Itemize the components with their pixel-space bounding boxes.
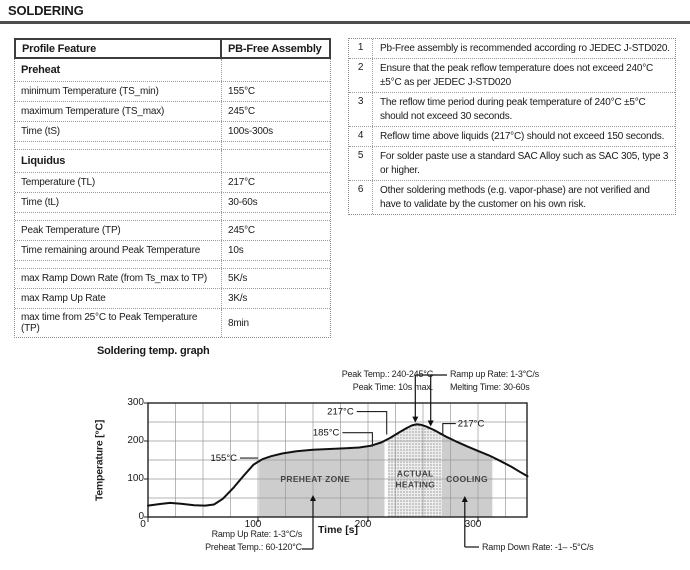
annotation-ramp-up-rate-top: Ramp up Rate: 1-3°C/s	[450, 369, 539, 379]
feature-cell: max Ramp Down Rate (from Ts_max to TP)	[15, 269, 222, 288]
profile-row	[15, 288, 330, 308]
svg-text:ACTUAL: ACTUAL	[396, 468, 434, 479]
feature-cell: max time from 25°C to Peak Temperature (TP)	[15, 309, 222, 337]
x-tick-label: 200	[354, 519, 372, 530]
feature-cell: minimum Temperature (TS_min)	[15, 82, 222, 101]
note-row	[349, 58, 675, 92]
feature-cell: max Ramp Up Rate	[15, 289, 222, 308]
profile-row	[15, 101, 330, 121]
note-text: For solder paste use a standard SAC Alloy such as SAC 305, type 3 or higher.	[380, 151, 669, 176]
note-row	[349, 126, 675, 146]
value-cell: 217°C	[228, 177, 255, 188]
value-cell: 30-60s	[228, 197, 258, 208]
annotation-ramp-up-rate-bottom: Ramp Up Rate: 1-3°C/s	[211, 529, 302, 539]
graph-title: Soldering temp. graph	[97, 345, 210, 357]
svg-text:HEATING: HEATING	[395, 479, 436, 490]
note-row	[349, 146, 675, 180]
value-cell: 8min	[228, 317, 249, 329]
note-text: Other soldering methods (e.g. vapor-phase) are not verified and have to validate by the customer on his own risk.	[380, 185, 650, 210]
soldering-notes-table	[348, 38, 676, 215]
temperature-profile-chart	[88, 365, 688, 569]
note-row	[349, 92, 675, 126]
value-cell	[222, 143, 330, 149]
feature-cell: Liquidus	[15, 150, 222, 172]
profile-table-header	[14, 38, 331, 59]
annotation-preheat-temp: Preheat Temp.: 60-120°C	[205, 542, 302, 552]
value-cell	[222, 67, 330, 73]
annotation-ramp-down	[482, 541, 593, 554]
svg-text:217°C: 217°C	[327, 406, 354, 418]
value-cell: 3K/s	[228, 293, 248, 304]
annotation-ramp-down-rate: Ramp Down Rate: -1– -5°C/s	[482, 542, 594, 552]
profile-row	[15, 149, 330, 172]
value-cell	[222, 262, 330, 268]
note-number: 2	[349, 59, 373, 92]
annotation-melting-time: Melting Time: 30-60s	[450, 382, 530, 392]
value-cell: 5K/s	[228, 273, 248, 284]
profile-spacer-row	[15, 260, 330, 268]
note-text: Reflow time above liquids (217°C) should not exceed 150 seconds.	[380, 131, 665, 142]
profile-row	[15, 192, 330, 212]
y-tick-label: 100	[127, 473, 144, 484]
feature-cell: Preheat	[15, 59, 222, 81]
x-tick-label: 100	[244, 519, 262, 530]
soldering-graph-section	[88, 345, 688, 569]
note-number: 1	[349, 39, 373, 58]
value-cell	[222, 214, 330, 220]
value-cell: 245°C	[228, 225, 255, 236]
value-cell	[222, 158, 330, 164]
x-tick-label: 300	[464, 519, 482, 530]
feature-cell: maximum Temperature (TS_max)	[15, 102, 222, 121]
chart-area	[88, 365, 688, 569]
value-cell: 155°C	[228, 86, 255, 97]
note-number: 4	[349, 127, 373, 146]
feature-cell: Temperature (TL)	[15, 173, 222, 192]
note-number: 6	[349, 181, 373, 214]
annotation-ramp-up-melting	[450, 368, 539, 394]
svg-text:185°C: 185°C	[312, 427, 340, 439]
value-cell: 100s-300s	[228, 126, 273, 137]
column-header-feature: Profile Feature	[16, 40, 222, 57]
profile-row	[15, 220, 330, 240]
feature-cell: Time (tS)	[15, 122, 222, 141]
svg-text:155°C: 155°C	[210, 453, 237, 465]
heading-rule	[0, 21, 690, 24]
y-axis-label: Temperature [°C]	[93, 419, 106, 502]
profile-row	[15, 240, 330, 260]
value-cell: 10s	[228, 245, 244, 256]
note-text: Pb-Free assembly is recommended according ro JEDEC J-STD020.	[380, 43, 670, 54]
profile-row	[15, 59, 330, 81]
svg-text:PREHEAT ZONE: PREHEAT ZONE	[280, 474, 350, 484]
column-header-assembly: PB-Free Assembly	[228, 43, 322, 55]
profile-feature-table	[14, 38, 331, 338]
profile-row	[15, 308, 330, 337]
note-text: The reflow time period during peak temperature of 240°C ±5°C should not exceed 30 seconds.	[380, 97, 646, 122]
y-tick-label: 200	[127, 435, 144, 446]
x-axis-label: Time [s]	[317, 524, 359, 536]
note-text: Ensure that the peak reflow temperature does not exceed 240°C ±5°C as per JEDEC J-STD020	[380, 63, 654, 88]
y-tick-label: 300	[127, 397, 144, 408]
feature-cell: Peak Temperature (TP)	[15, 221, 222, 240]
profile-row	[15, 268, 330, 288]
note-row	[349, 39, 675, 58]
feature-cell	[15, 142, 222, 149]
feature-cell: Time remaining around Peak Temperature	[15, 241, 222, 260]
note-row	[349, 180, 675, 214]
annotation-peak-temp: Peak Temp.: 240-245°C	[341, 369, 433, 379]
profile-row	[15, 121, 330, 141]
y-tick-label: 0	[138, 511, 144, 522]
note-number: 5	[349, 147, 373, 180]
profile-row	[15, 172, 330, 192]
profile-table-body	[14, 59, 331, 338]
page-title: SOLDERING	[8, 3, 84, 18]
value-cell: 245°C	[228, 106, 255, 117]
feature-cell	[15, 213, 222, 220]
profile-row	[15, 81, 330, 101]
note-number: 3	[349, 93, 373, 126]
x-tick-label: 0	[140, 519, 146, 530]
annotation-peak-time: Peak Time: 10s max.	[352, 382, 433, 392]
profile-spacer-row	[15, 141, 330, 149]
feature-cell: Time (tL)	[15, 193, 222, 212]
profile-spacer-row	[15, 212, 330, 220]
svg-text:COOLING: COOLING	[446, 474, 488, 484]
feature-cell	[15, 261, 222, 268]
annotation-preheat	[205, 528, 302, 554]
svg-text:217°C: 217°C	[457, 418, 485, 430]
annotation-peak	[342, 368, 433, 394]
